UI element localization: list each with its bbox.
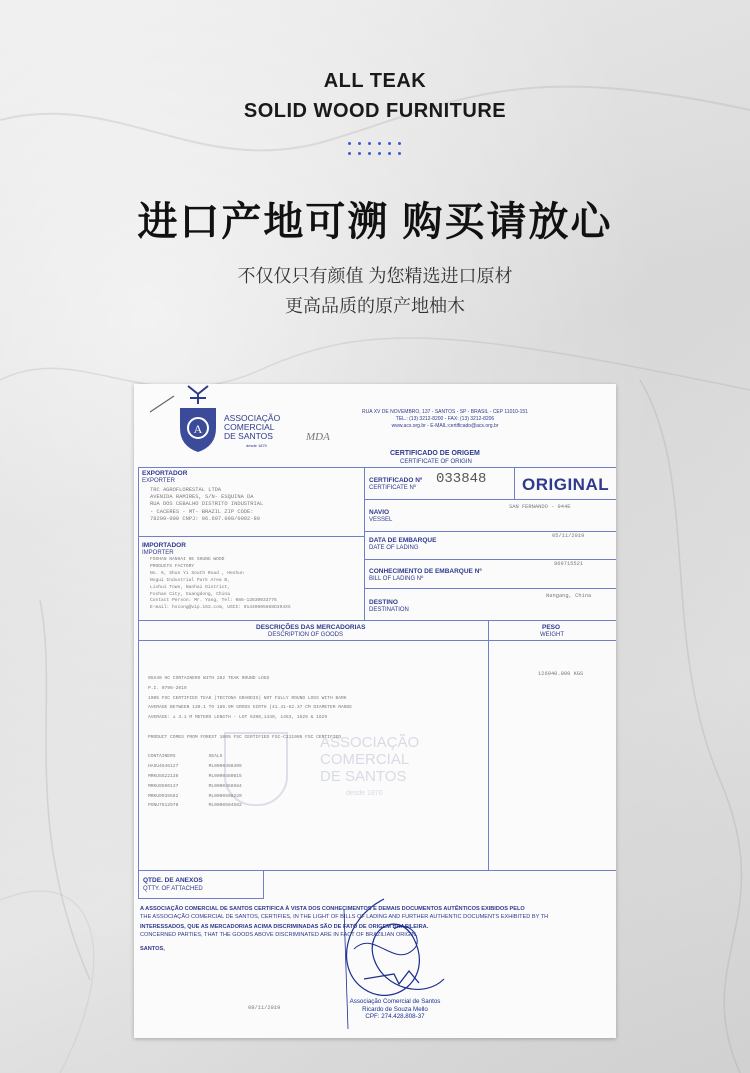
org-name: ASSOCIAÇÃO COMERCIAL DE SANTOS desde 1870 [224,413,281,448]
goods-label: DESCRIÇÕES DAS MERCADORIAS [256,624,366,631]
declaration-en-1: THE ASSOCIAÇÃO COMERCIAL DE SANTOS, CERTIFIES, IN THE LIGHT OF BILLS OF LADING AND FURTHER AUTHENTIC DOCUMENTS EXHIBITED BY TH [140,914,549,920]
exporter-label-en: EXPORTER [142,478,175,484]
page-title: 进口产地可溯 购买请放心 [137,200,613,244]
rule [364,467,365,620]
rule [138,467,616,468]
exporter-value: TRC AGROFLORESTAL LTDA AVENIDA RAMIRES, S/N- ESQUINA DA RUA DOS CEBALHO DISTRITO INDUSTRIAL - CACERES - MT- BRAZIL ZIP CODE: 78200-000 CNPJ: 06.697.090/0002-89 [150,487,264,522]
importer-label-en: IMPORTER [142,550,174,556]
watermark-shield-icon [224,732,288,806]
subtitle-2: 更高品质的原产地柚木 [285,296,465,316]
dest-label-en: DESTINATION [369,607,409,613]
vessel-value: SAN FERNANDO - 944E [509,504,571,510]
dest-value: Nangang, China [546,593,592,599]
place-label: SANTOS, [140,946,165,952]
weight-label: PESO [542,624,561,631]
date-label: DATA DE EMBARQUE [369,537,437,544]
declaration-pt-1: A ASSOCIAÇÃO COMERCIAL DE SANTOS CERTIFICA À VISTA DOS CONHECIMENTOS E DEMAIS DOCUMENTOS AUTÊNTICOS EXIBIDOS PELO [140,906,525,912]
signature-stamp: Associação Comercial de Santos Ricardo de Souza Mello CPF: 274.428.808-37 [349,998,441,1020]
annex-box [138,870,264,899]
cert-no-label-en: CERTIFICATE Nº [369,485,416,491]
rule [138,620,139,870]
vessel-label: NAVIO [369,509,390,516]
header-line-1: ALL TEAK [323,70,427,92]
svg-text:A: A [193,422,203,436]
cert-no-value: 033848 [436,471,487,487]
rule [488,620,489,870]
rule [364,588,616,589]
weight-label-en: WEIGHT [540,632,564,638]
org-address: RUA XV DE NOVEMBRO, 137 - SANTOS - SP - BRASIL - CEP 11010-151 TEL.: (13) 3212-8200 - FAX: (13) 3212-8206 www.acs.org.br - E-MAIL:certificado@acs.org.br [362,409,528,429]
original-label: ORIGINAL [522,475,610,494]
dest-label: DESTINO [369,599,398,606]
dot-divider [345,140,407,158]
certificate-title-pt: CERTIFICADO DE ORIGEM [390,450,480,457]
declaration-pt-2: INTERESSADOS, QUE AS MERCADORIAS ACIMA DISCRIMINADAS SÃO DE FATO DE ORIGEM BRASILEIRA. [140,924,429,930]
rule [138,620,616,621]
rule [364,499,616,500]
date-value: 05/11/2019 [552,533,585,539]
sign-date: 08/11/2019 [248,1005,281,1011]
vessel-label-en: VESSEL [369,517,393,523]
certificate-title-en: CERTIFICATE OF ORIGIN [400,459,472,465]
rule [514,467,515,499]
bl-value: 969715521 [554,561,584,567]
handwritten-mark: MDA [306,431,330,443]
rule [364,559,616,560]
bl-label-en: BILL OF LADING Nº [369,576,424,582]
annex-label: QTDE. DE ANEXOS [143,877,203,884]
rule [138,536,364,537]
rule [364,531,616,532]
watermark-text: ASSOCIAÇÃO COMERCIAL DE SANTOS desde 1870 [320,734,420,797]
weight-value: 126940.000 KGS [538,671,584,677]
rule [138,467,139,620]
declaration-en-2: CONCERNED PARTIES, THAT THE GOODS ABOVE DISCRIMINATED ARE IN FACT OF BRAZILIAN ORIGIN. [140,932,418,938]
exporter-label: EXPORTADOR [142,470,188,477]
bl-label: CONHECIMENTO DE EMBARQUE Nº [369,568,482,575]
importer-label: IMPORTADOR [142,542,186,549]
pen-stroke [148,392,178,414]
association-logo-icon [176,384,220,454]
goods-label-en: DESCRIPTION OF GOODS [268,632,344,638]
header-line-2: SOLID WOOD FURNITURE [243,100,507,122]
subtitle-1: 不仅仅只有颜值 为您精选进口原材 [237,266,513,286]
goods-description: 05X40 HC CONTAINERS WITH 282 TEAK ROUND LOGS P.I. 0796-2019 100% FSC CERTIFIED TEAK (TECTONA GRANDIS) NOT FULLY ROUND LOGS WITH BARK AVERAGE BETWEEN 130.1 TO 186.9M GROSS GIRTH (41.41-62.37 CM DIAMETER RANGE AVERAGE: ± 3.1 M METERS LENGTH - LOT 6390,1440, 1453, 1629 & 1629 PRODUCT COMES FROM FOREST 100% FSC CERTIFIED FSC-C111905 FSC CERTIFIED CONTAINERS SEALS HASU4546127 ML0000498409 MRKU5522136 ML0000480815 MRKU9590137 ML0000458584 MRKU9935582 ML0000508220 PONU7512970 ML0000504582 [148,676,352,809]
rule [138,640,616,641]
date-label-en: DATE OF LADING [369,545,419,551]
annex-label-en: QTTY. OF ATTACHED [143,886,203,892]
importer-value: FOSHAN NANHAI HE SHUNG WOOD PRODUCTS FACTORY No. 6, Shun Yi South Road , Heshun Nogui Industrial Park Area B, Lishui Town, Nanhai District, Foshan City, Guangdong, China Contact Person: Mr. Yang, Tel: 086-13830033776 E-mail: hscong@vip.163.com, USCI: 91440605668D394XX [150,557,291,611]
cert-no-label: CERTIFICADO Nº [369,477,423,484]
certificate-document [134,384,616,1038]
